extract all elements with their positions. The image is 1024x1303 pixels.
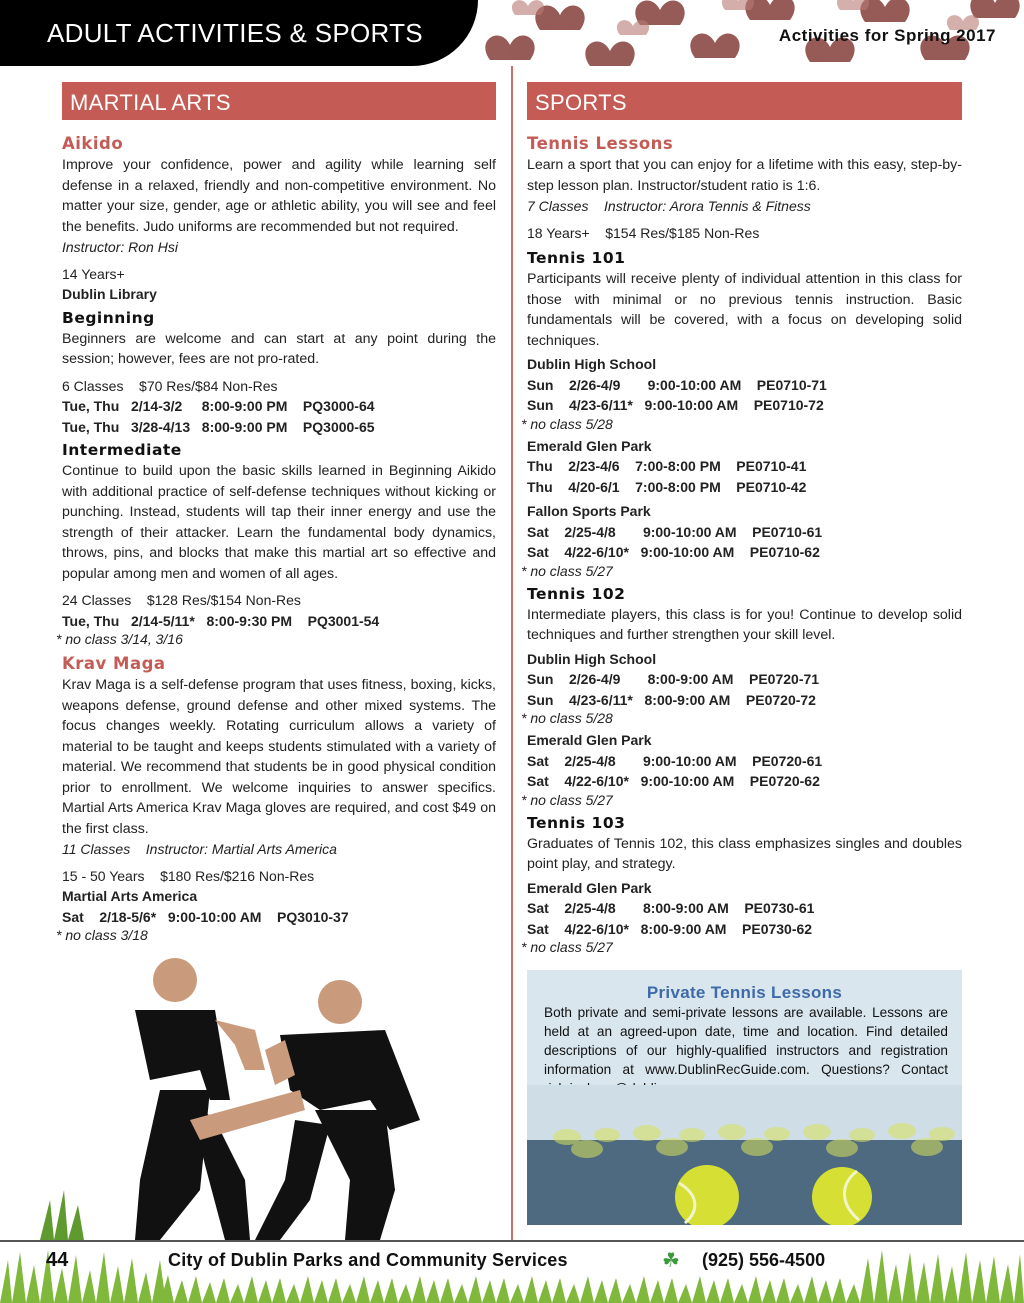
tennis-balls-image [527, 1085, 962, 1225]
tennis-lessons-title: Tennis Lessons [527, 134, 674, 153]
aikido-description: Improve your confidence, power and agility while learning self defense in a relaxed, friendly and non-competitive environment. No matter your size, gender, age or athletic ability, you will see and feel the benefits. Judo uniforms are recommended but not required. [62, 157, 496, 235]
promo-text: Both private and semi-private lessons are available. Lessons are held at an agreed-upon date, time and location. Find detailed descriptions of our highly-qualified instructors and registration information at www.DublinRecGuide.com. Questions? Contact [544, 1005, 948, 1077]
tennis-101-description: Participants will receive plenty of individual attention in this class for those with minimal or no previous tennis instruction. Basic fundamentals will be covered, with a focus on developing solid techniques. [527, 271, 962, 349]
krav-maga-title: Krav Maga [62, 654, 166, 673]
schedule-note: * no class 3/18 [56, 927, 148, 943]
season-label: Activities for Spring 2017 [778, 26, 996, 45]
sports-bar-label: SPORTS [535, 90, 627, 115]
column-divider [511, 66, 513, 1240]
private-tennis-lessons-box [527, 970, 962, 1225]
tennis-103-location: Emerald Glen Park [527, 879, 652, 896]
tennis-lessons-info: 18 Years+ $154 Res/$185 Non-Res [527, 224, 760, 241]
phone-number: (925) 556-4500 [702, 1250, 826, 1270]
martial-arts-bar-label: MARTIAL ARTS [70, 90, 231, 115]
schedule-row: Sat 4/22-6/10* 9:00-10:00 AM PE0720-62 [527, 773, 820, 789]
schedule-row: Thu 2/23-4/6 7:00-8:00 PM PE0710-41 [527, 458, 807, 474]
schedule-note: * no class 5/27 [521, 791, 613, 808]
schedule-row: Sat 4/22-6/10* 9:00-10:00 AM PE0710-62 [527, 544, 820, 560]
schedule-row: Sun 2/26-4/9 8:00-9:00 AM PE0720-71 [527, 671, 820, 687]
schedule-row: Tue, Thu 2/14-3/2 8:00-9:00 PM PQ3000-64 [62, 398, 375, 414]
intermediate-info: 24 Classes $128 Res/$154 Non-Res [62, 592, 301, 608]
section-title: ADULT ACTIVITIES & SPORTS [47, 18, 423, 48]
intermediate-title: Intermediate [62, 441, 182, 459]
schedule-note: * no class 3/14, 3/16 [56, 631, 183, 647]
aikido-title: Aikido [62, 134, 124, 153]
tennis-lessons-instructor: 7 Classes Instructor: Arora Tennis & Fitness [527, 198, 811, 214]
organization-name: City of Dublin Parks and Community Services [168, 1250, 568, 1270]
beginning-title: Beginning [62, 308, 155, 327]
schedule-row: Sat 2/25-4/8 9:00-10:00 AM PE0720-61 [527, 752, 823, 769]
schedule-row: Sat 4/22-6/10* 8:00-9:00 AM PE0730-62 [527, 920, 813, 937]
page-header [0, 0, 1024, 66]
beginning-info: 6 Classes $70 Res/$84 Non-Res [62, 377, 278, 394]
promo-title: Private Tennis Lessons [646, 983, 843, 1002]
intermediate-description: Continue to build upon the basic skills learned in Beginning Aikido with additional practice of self-defense techniques without kicking or punching. Instead, students will tap their inner energy and use the strength of their attacker. Learn the fundamental body dynamics, throws, pins, and blocks that make this martial art so effective and popular among men and women of all ages. [62, 463, 496, 582]
tennis-102-location: Emerald Glen Park [527, 732, 652, 748]
tennis-101-location: Dublin High School [527, 356, 657, 372]
tennis-101-location: Emerald Glen Park [527, 437, 652, 454]
clover-icon: ☘ [662, 1250, 680, 1272]
aikido-instructor: Instructor: Ron Hsi [62, 239, 178, 255]
schedule-note: * no class 5/28 [521, 415, 613, 432]
schedule-row: Tue, Thu 3/28-4/13 8:00-9:00 PM PQ3000-65 [62, 418, 375, 435]
schedule-row: Sat 2/25-4/8 9:00-10:00 AM PE0710-61 [527, 523, 823, 540]
sports-bar [527, 82, 962, 120]
schedule-row: Sat 2/18-5/6* 9:00-10:00 AM PQ3010-37 [62, 908, 349, 925]
footer-rule [0, 1240, 1024, 1242]
tennis-101-title: Tennis 101 [527, 249, 626, 267]
schedule-note: * no class 5/28 [521, 710, 613, 726]
page-number: 44 [46, 1249, 69, 1271]
martial-arts-bar [62, 82, 496, 120]
tennis-101-location: Fallon Sports Park [527, 503, 651, 519]
schedule-row: Sat 2/25-4/8 8:00-9:00 AM PE0730-61 [527, 900, 815, 916]
tennis-102-title: Tennis 102 [527, 584, 626, 603]
tennis-lessons-description: Learn a sport that you can enjoy for a lifetime with this easy, step-by-step lesson plan. Instructor/student ratio is 1:6. [527, 157, 962, 194]
martial-arts-photo [40, 950, 500, 1240]
tennis-102-description: Intermediate players, this class is for you! Continue to develop solid techniques and further strengthen your skill level. [527, 606, 962, 643]
schedule-row: Sun 2/26-4/9 9:00-10:00 AM PE0710-71 [527, 376, 827, 393]
krav-maga-info: 15 - 50 Years $180 Res/$216 Non-Res [62, 867, 315, 884]
schedule-row: Sun 4/23-6/11* 8:00-9:00 AM PE0720-72 [527, 691, 816, 708]
sports-column [521, 133, 962, 955]
krav-maga-description: Krav Maga is a self-defense program that uses fitness, boxing, kicks, weapons defense, ground defense and other mixed systems. The focus changes weekly. Rotating curriculum allows a variety of material to be taught and keeps students stimulated with a variety of material. We recommend that students be in good physical condition prior to enrollment. We welcome inquiries to answer specifics. Martial Arts America Krav Maga gloves are required, and cost $49 on the first class. [62, 677, 496, 837]
page-footer [0, 1240, 1024, 1303]
martial-arts-column [56, 133, 496, 943]
beginning-description: Beginners are welcome and can start at any point during the session; however, fees are not pro-rated. [62, 330, 496, 367]
schedule-row: Sun 4/23-6/11* 9:00-10:00 AM PE0710-72 [527, 397, 824, 413]
tennis-103-title: Tennis 103 [527, 813, 626, 832]
tennis-103-description: Graduates of Tennis 102, this class emphasizes singles and doubles point play, and strategy. [527, 835, 962, 872]
schedule-row: Thu 4/20-6/1 7:00-8:00 PM PE0710-42 [527, 478, 807, 495]
aikido-age: 14 Years+ [62, 265, 125, 282]
tennis-102-location: Dublin High School [527, 650, 657, 667]
schedule-row: Tue, Thu 2/14-5/11* 8:00-9:30 PM PQ3001-54 [62, 612, 380, 629]
header-title-tab [0, 0, 478, 66]
schedule-note: * no class 5/27 [521, 939, 613, 955]
aikido-location: Dublin Library [62, 286, 157, 302]
krav-maga-location: Martial Arts America [62, 888, 198, 904]
krav-maga-instructor: 11 Classes Instructor: Martial Arts America [62, 841, 337, 857]
schedule-note: * no class 5/27 [521, 562, 613, 579]
